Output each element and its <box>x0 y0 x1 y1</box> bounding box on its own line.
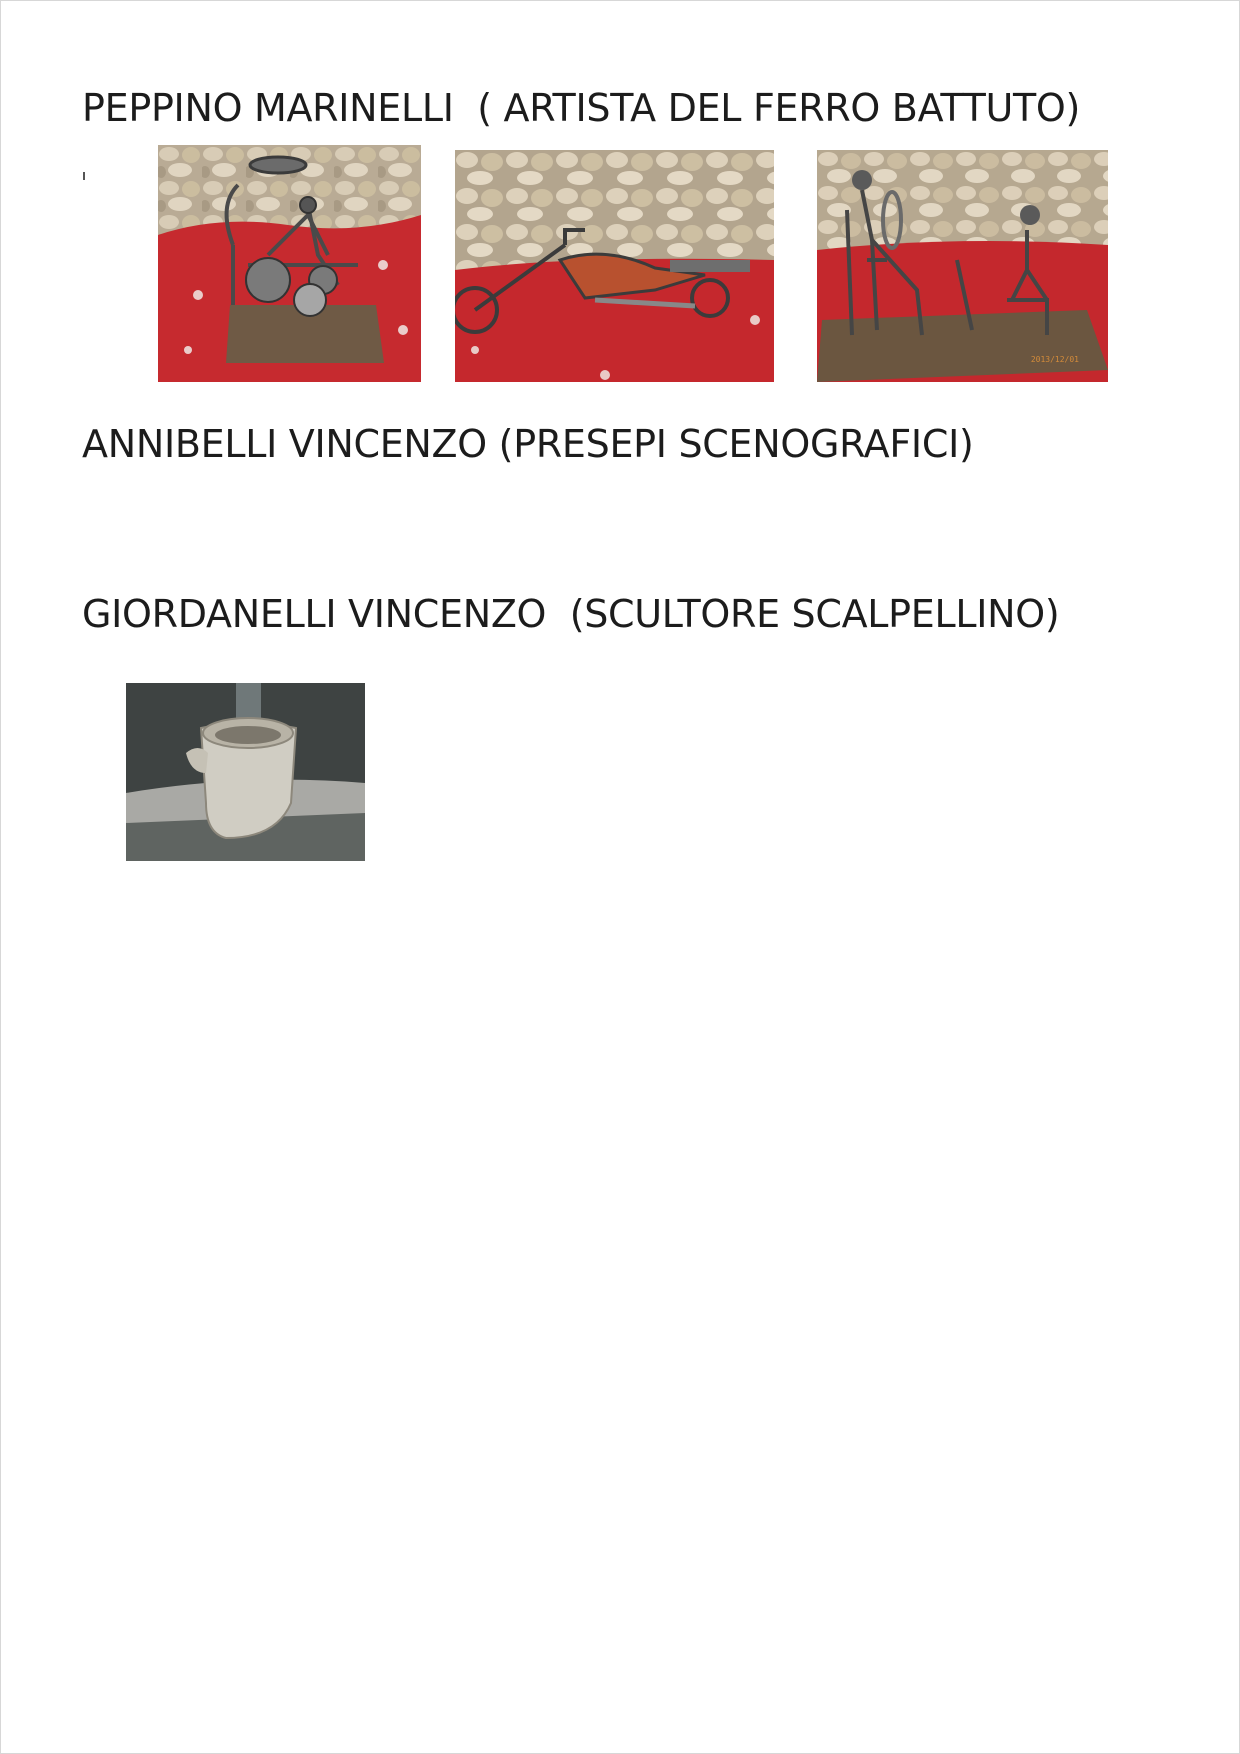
stone-mortar-sculpture-photo <box>126 683 365 861</box>
svg-text:2013/12/01: 2013/12/01 <box>1030 355 1079 364</box>
heading-annibelli-vincenzo: ANNIBELLI VINCENZO (PRESEPI SCENOGRAFICI) <box>82 422 974 466</box>
wrought-iron-motorcycle-sculpture-photo <box>455 150 774 382</box>
stray-mark <box>83 172 85 180</box>
wrought-iron-musicians-sculpture-photo <box>817 150 1108 382</box>
heading-giordanelli-vincenzo: GIORDANELLI VINCENZO (SCULTORE SCALPELLINO) <box>82 592 1060 636</box>
heading-peppino-marinelli: PEPPINO MARINELLI ( ARTISTA DEL FERRO BATTUTO) <box>82 86 1081 130</box>
wrought-iron-mechanic-sculpture-photo <box>158 145 421 382</box>
